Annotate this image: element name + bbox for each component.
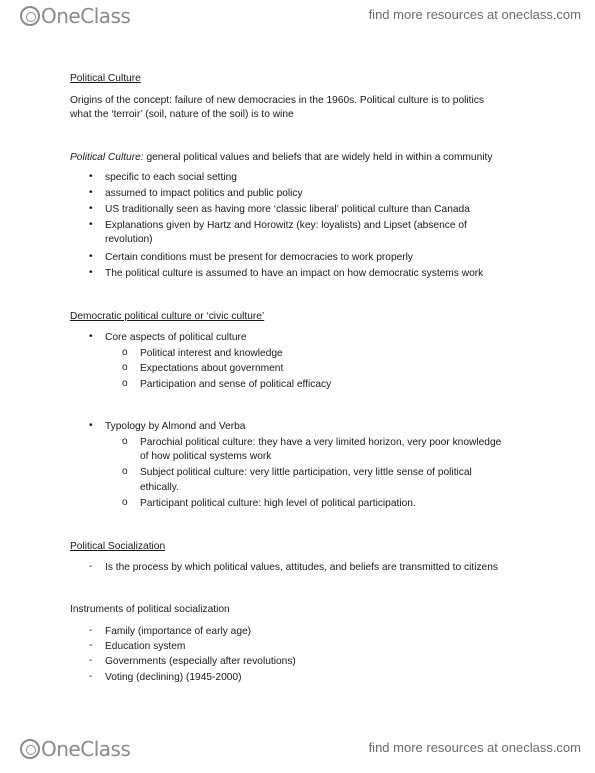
page-header [0, 0, 595, 40]
sub-list-item: Political interest and knowledge [140, 348, 283, 359]
bullet-dot: • [89, 420, 93, 431]
definition-term: Political Culture: [70, 152, 144, 163]
section-title-political-culture: Political Culture [70, 73, 141, 84]
bullet-dot: • [89, 331, 93, 342]
origins-line-1: Origins of the concept: failure of new democracies in the 1960s. Political culture is to politics [70, 95, 484, 106]
bullet-o: o [122, 466, 128, 477]
bullet-dash: - [89, 561, 93, 572]
list-item: Education system [105, 641, 186, 652]
bullet-o: o [122, 347, 128, 358]
bullet-dot: • [89, 251, 93, 262]
bullet-o: o [122, 362, 128, 373]
bullet-o: o [122, 497, 128, 508]
list-item: US traditionally seen as having more ‘classic liberal’ political culture than Canada [105, 204, 470, 215]
list-item-continuation: revolution) [105, 234, 153, 245]
bullet-dash: - [89, 640, 93, 651]
political-culture-definition [70, 151, 492, 164]
list-item: Typology by Almond and Verba [105, 421, 246, 432]
logo-text: OneClass [41, 737, 131, 761]
sub-list-item: Participation and sense of political efficacy [140, 379, 332, 390]
list-item: specific to each social setting [105, 172, 237, 183]
sub-list-item-continuation: ethically. [140, 482, 179, 493]
bullet-dash: - [89, 671, 93, 682]
bullet-dot: • [89, 187, 93, 198]
list-item: Governments (especially after revolutions) [105, 656, 296, 667]
logo-circle-icon [20, 6, 40, 26]
bullet-dash: - [89, 625, 93, 636]
bullet-o: o [122, 378, 128, 389]
list-item: Explanations given by Hartz and Horowitz (key: loyalists) and Lipset (absence of [105, 220, 467, 231]
logo-circle-icon [20, 739, 40, 759]
bullet-dash: - [89, 655, 93, 666]
list-item: Is the process by which political values, attitudes, and beliefs are transmitted to citizens [105, 562, 498, 573]
bullet-dot: • [89, 171, 93, 182]
bullet-dot: • [89, 219, 93, 230]
list-item: assumed to impact politics and public policy [105, 188, 303, 199]
sub-list-item: Expectations about government [140, 363, 284, 374]
list-item: Core aspects of political culture [105, 332, 247, 343]
list-item: Certain conditions must be present for democracies to work properly [105, 252, 414, 263]
list-item: The political culture is assumed to have an impact on how democratic systems work [105, 268, 484, 279]
page-footer [0, 733, 595, 773]
definition-text: general political values and beliefs that are widely held in within a community [143, 152, 493, 163]
oneclass-logo[interactable] [20, 737, 130, 761]
header-resources-link[interactable]: find more resources at oneclass.com [368, 7, 581, 22]
bullet-dot: • [89, 203, 93, 214]
sub-list-item: Parochial political culture: they have a very limited horizon, very poor knowledge [140, 437, 502, 448]
footer-resources-link[interactable]: find more resources at oneclass.com [368, 740, 581, 755]
section-title-socialization: Political Socialization [70, 541, 166, 552]
instruments-title: Instruments of political socialization [70, 604, 230, 615]
list-item: Family (importance of early age) [105, 626, 252, 637]
sub-list-item: Participant political culture: high level of political participation. [140, 498, 416, 509]
list-item: Voting (declining) (1945-2000) [105, 672, 242, 683]
bullet-dot: • [89, 267, 93, 278]
oneclass-logo[interactable] [20, 4, 130, 28]
logo-text: OneClass [41, 4, 131, 28]
bullet-o: o [122, 436, 128, 447]
sub-list-item: Subject political culture: very little participation, very little sense of political [140, 467, 472, 478]
sub-list-item-continuation: of how political systems work [140, 451, 272, 462]
section-title-democratic-culture: Democratic political culture or ‘civic culture’ [70, 311, 265, 322]
origins-line-2: what the ‘terroir’ (soil, nature of the soil) is to wine [70, 109, 294, 120]
